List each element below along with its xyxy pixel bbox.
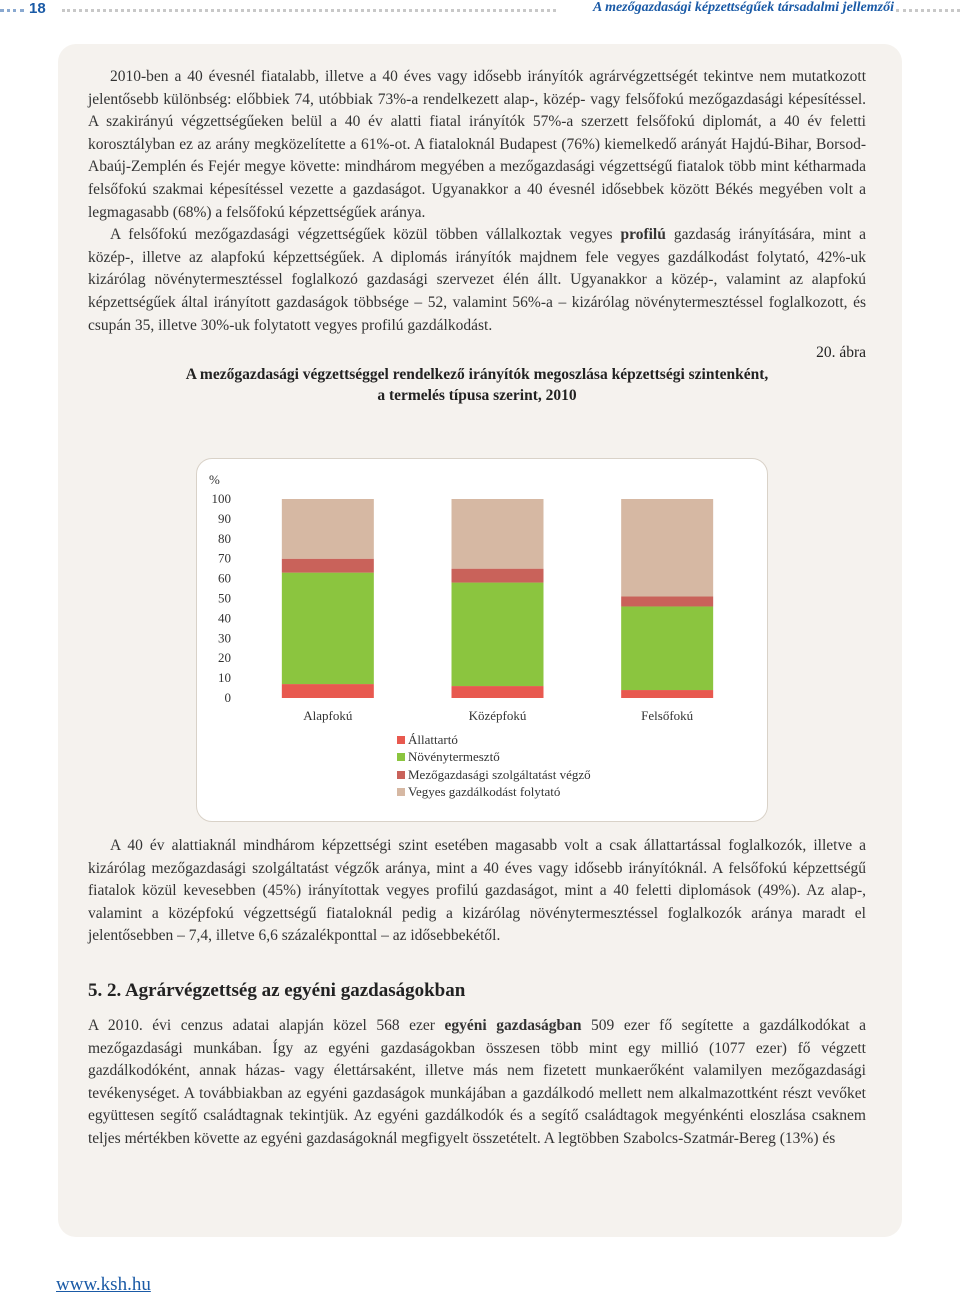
legend-label: Mezőgazdasági szolgáltatást végző bbox=[408, 766, 591, 782]
bar-segment bbox=[282, 559, 374, 573]
bar-segment bbox=[452, 583, 544, 686]
legend-label: Növénytermesztő bbox=[408, 749, 500, 765]
paragraph-after-chart: A 40 év alattiaknál mindhárom képzettségi szint esetében magasabb volt a csak állattartással foglalkozók, illetve a kizárólag mezőgazdasági szolgáltatást végzők aránya, mint a 40 éves vagy idősebb irányítóknál. A felsőfokú képzettségű fiatalok közül kevesebben (45%) irányítottak vegyes profilú gazdaságot, mint a 40 feletti diplomások (49%). Az alap-, valamint a középfokú végzettségű fiataloknál pedig a kizárólag növénytermesztéssel foglalkozók aránya maradt el jelentősebben – 7,4, illetve 6,6 százalékponttal – az idősebbekétől. bbox=[88, 837, 866, 945]
page-number: 18 bbox=[29, 0, 46, 17]
chart-container bbox=[196, 458, 768, 822]
legend-item bbox=[397, 749, 591, 767]
x-category-label: Alapfokú bbox=[303, 708, 353, 723]
header-dots-middle bbox=[62, 9, 556, 12]
footer-website-link[interactable]: www.ksh.hu bbox=[56, 1274, 151, 1295]
bar-segment bbox=[452, 569, 544, 583]
figure-title: A mezőgazdasági végzettséggel rendelkező irányítók megoszlása képzettségi szintenként, a termelés típusa szerint, 2010 bbox=[185, 366, 769, 405]
running-title: A mezőgazdasági képzettségűek társadalmi jellemzői bbox=[593, 0, 894, 15]
chart-legend bbox=[397, 731, 591, 801]
bar-segment bbox=[452, 686, 544, 698]
y-axis-unit-label: % bbox=[209, 472, 220, 487]
bar-segment bbox=[282, 573, 374, 684]
bar-segment bbox=[452, 499, 544, 569]
paragraph-intro: 2010-ben a 40 évesnél fiatalabb, illetve a 40 éves vagy idősebb irányítók agrárvégzettségét tekintve nem mutatkozott jelentősebb különbség: előbbiek 74, utóbbiak 73%-a rendelkezett alap-, közép- vagy felsőfokú mezőgazdasági képesítéssel. A szakirányú végzettségűeken belül a 40 év alatti fiatal irányítók 57%-a szerzett felsőfokú diplomát, a 40 év feletti korosztályban ez az arány megközelítette a 61%-ot. A fiataloknál Budapest (76%) kiemelkedő arányát Hajdú-Bihar, Borsod-Abaúj-Zemplén és Fejér megye követte: mindhárom megyében a mezőgazdasági végzettségű fiatalok több mint kétharmada felsőfokú szakmai képesítéssel vezette a gazdaságot. Ugyanakkor a 40 évesnél idősebbek között Békés megyében volt a legmagasabb (68%) a felsőfokú képzettségűek aránya. bbox=[88, 68, 866, 221]
x-category-label: Felsőfokú bbox=[641, 708, 694, 723]
y-tick-label: 30 bbox=[218, 630, 231, 646]
x-category-label: Középfokú bbox=[468, 708, 527, 723]
bar-segment bbox=[282, 684, 374, 698]
paragraph-section: A 2010. évi cenzus adatai alapján közel 568 ezer egyéni gazdaságban 509 ezer fő segítette a gazdálkodókat a mezőgazdasági munkában. Így az egyéni gazdaságokban összesen több mint egy millió (1077 ezer) fő végzett gazdálkodóként, annak házas- vagy élettársaként, illetve más nem fizetett munkaerőként valamilyen mezőgazdasági tevékenységet. A továbbiakban az egyéni gazdaságok munkájában a gazdálkodó mellett nem alkalmazottként részt vevőket együttesen segítő családtagnak tekintjük. Az egyéni gazdálkodók és a segítő családtagok megyénkénti eloszlása csaknem teljes mértékben követte az egyéni gazdaságoknál megfigyelt összetételt. A legtöbben Szabolcs-Szatmár-Bereg (13%) és bbox=[88, 1016, 866, 1147]
legend-swatch bbox=[397, 736, 405, 744]
legend-swatch bbox=[397, 788, 405, 796]
bold-term-profile: profilú bbox=[620, 226, 666, 244]
y-tick-label: 50 bbox=[218, 590, 231, 606]
legend-swatch bbox=[397, 753, 405, 761]
bar-segment bbox=[621, 597, 713, 607]
bar-segment bbox=[621, 690, 713, 698]
after-content bbox=[88, 835, 866, 1151]
legend-item bbox=[397, 766, 591, 784]
header-dots-right bbox=[896, 9, 960, 12]
legend-label: Vegyes gazdálkodást folytató bbox=[408, 784, 561, 800]
figure-label: 20. ábra bbox=[816, 344, 866, 362]
legend-item bbox=[397, 731, 591, 749]
main-content bbox=[88, 66, 866, 406]
paragraph-profile: A felsőfokú mezőgazdasági végzettségűek közül többen vállalkoztak vegyes profilú gazdaság irányítására, mint a közép-, illetve az alapfokú képzettségűek. A diplomás irányítók majdnem fele vegyes gazdálkodást folytató, 42%-uk kizárólag növénytermesztéssel foglalkozó gazdasági szervezet élén állt. Ugyanakkor a közép-, valamint az alapfokú képzettségűek által irányított gazdaságok többsége – 52, valamint 56%-a – kizárólag növénytermesztéssel foglalkozott, és csupán 35, illetve 30%-uk folytatott vegyes profilú gazdálkodást. bbox=[88, 226, 866, 334]
legend-label: Állattartó bbox=[408, 731, 458, 747]
bar-segment bbox=[621, 499, 713, 597]
y-tick-label: 10 bbox=[218, 670, 231, 686]
y-tick-label: 100 bbox=[211, 491, 231, 506]
header-dots-left bbox=[0, 9, 24, 12]
legend-item bbox=[397, 784, 591, 802]
bar-segment bbox=[282, 499, 374, 559]
y-tick-label: 40 bbox=[218, 610, 231, 626]
section-heading: 5. 2. Agrárvégzettség az egyéni gazdaságokban bbox=[88, 979, 466, 1001]
bold-term-individual-farms: egyéni gazdaságban bbox=[444, 1016, 582, 1034]
page-header bbox=[0, 0, 960, 22]
legend-swatch bbox=[397, 771, 405, 779]
y-tick-label: 60 bbox=[218, 570, 231, 586]
y-tick-label: 80 bbox=[218, 530, 231, 546]
y-tick-label: 70 bbox=[218, 550, 231, 566]
bar-segment bbox=[621, 606, 713, 690]
y-tick-label: 20 bbox=[218, 650, 231, 666]
y-tick-label: 0 bbox=[224, 690, 231, 705]
y-tick-label: 90 bbox=[218, 510, 231, 526]
